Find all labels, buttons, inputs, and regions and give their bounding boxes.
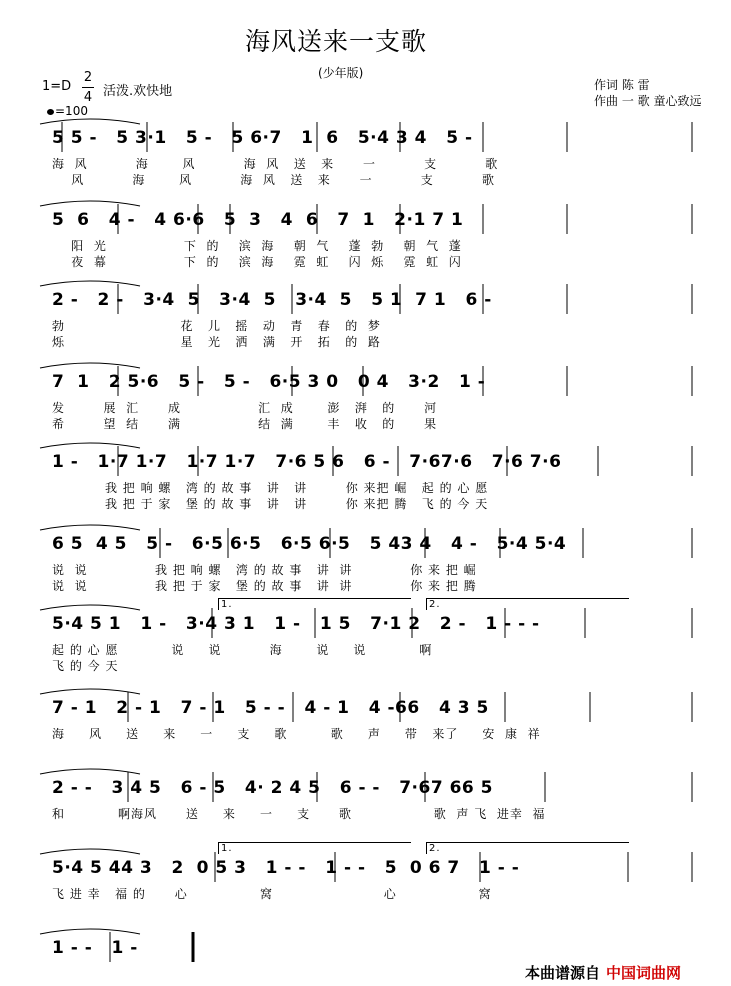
tempo-value: =100 (55, 104, 88, 118)
note-line: 2 - 2 - 3·4 5 3·4 5 3·4 5 5 1 7 1 6 - (52, 290, 492, 310)
lyric-line: 勃 花 儿 摇 动 青 春 的 梦 (52, 319, 381, 333)
lyric-line: 海 风 海 风 海 风 送 来 一 支 歌 (52, 157, 499, 171)
lyricist-credit: 作词 陈 雷 (594, 78, 650, 92)
slur (40, 605, 140, 610)
note-line: 7 - 1 2 - 1 7 - 1 5 - - 4 - 1 4 -66 4 3 5 (52, 698, 489, 718)
volta-bracket: 1. (218, 598, 411, 610)
slur (40, 849, 140, 854)
footer-source: 本曲谱源自 (525, 964, 601, 982)
barlines (0, 280, 731, 320)
lyric-line: 风 海 风 海 风 送 来 一 支 歌 (52, 173, 495, 187)
lyric-line: 飞 的 今 天 (52, 659, 119, 673)
lyric-line: 说 说 我 把 于 家 堡 的 故 事 讲 讲 你 来 把 腾 (52, 579, 477, 593)
lyric-line: 海 风 送 来 一 支 歌 歌 声 带 来了 安 康 祥 (52, 727, 541, 741)
note-line: 1 - - 1 - (52, 938, 138, 958)
lyric-line: 夜 幕 下 的 滨 海 霓 虹 闪 烁 霓 虹 闪 (52, 255, 462, 269)
barlines (0, 524, 731, 564)
barlines (0, 442, 731, 482)
barlines (0, 118, 731, 158)
time-signature-bottom: 4 (83, 90, 93, 105)
slur (40, 119, 140, 124)
lyric-line: 飞 进 幸 福 的 心 窝 心 窝 (52, 887, 492, 901)
volta-bracket: 2. (426, 598, 629, 610)
lyric-line: 烁 星 光 洒 满 开 拓 的 路 (52, 335, 381, 349)
slur (40, 201, 140, 206)
barlines (0, 688, 731, 728)
slur (40, 525, 140, 530)
time-signature (82, 68, 94, 107)
tempo-marking: 活泼.欢快地 (103, 84, 173, 99)
quarter-note-icon (47, 109, 54, 115)
slur (40, 281, 140, 286)
barlines (0, 604, 731, 644)
slur (40, 363, 140, 368)
key-signature: 1=D (42, 79, 72, 94)
barlines (0, 768, 731, 808)
barlines (0, 848, 731, 888)
lyric-line: 说 说 我 把 响 螺 湾 的 故 事 讲 讲 你 来 把 崛 (52, 563, 477, 577)
barlines (0, 200, 731, 240)
note-line: 1 - 1·7 1·7 1·7 1·7 7·6 5 6 6 - 7·67·6 7·6 7·6 (52, 452, 562, 472)
volta-bracket: 2. (426, 842, 629, 854)
tempo-bpm (47, 104, 88, 118)
note-line: 5 5 - 5 3·1 5 - 5 6·7 1 6 5·4 3 4 5 - (52, 128, 473, 148)
slur (40, 689, 140, 694)
page-title: 海风送来一支歌 (245, 27, 428, 56)
slur (40, 769, 140, 774)
note-line: 5 6 4 - 4 6·6 5 3 4 6 7 1 2·1 7 1 (52, 210, 464, 230)
volta-bracket: 1. (218, 842, 411, 854)
page-subtitle: (少年版) (318, 66, 364, 80)
barlines (0, 362, 731, 402)
lyric-line: 和 啊海风 送 来 一 支 歌 歌 声 飞 进幸 福 (52, 807, 546, 821)
lyric-line: 我 把 于 家 堡 的 故 事 讲 讲 你 来把 腾 飞 的 今 天 (52, 497, 489, 511)
slur (40, 443, 140, 448)
lyric-line: 阳 光 下 的 滨 海 朝 气 蓬 勃 朝 气 蓬 (52, 239, 462, 253)
footer (525, 962, 681, 983)
lyric-line: 起 的 心 愿 说 说 海 说 说 啊 (52, 643, 433, 657)
composer-credit: 作曲 一 歌 童心致远 (594, 94, 702, 108)
note-line: 5·4 5 44 3 2 0 5 3 1 - - 1 - - 5 0 6 7 1 - - (52, 858, 520, 878)
lyric-line: 我 把 响 螺 湾 的 故 事 讲 讲 你 来把 崛 起 的 心 愿 (52, 481, 489, 495)
note-line: 5·4 5 1 1 - 3·4 3 1 1 - 1 5 7·1 2 2 - 1 - - - (52, 614, 540, 634)
note-line: 2 - - 3 4 5 6 - 5 4· 2 4 5 6 - - 7·67 66 5 (52, 778, 493, 798)
lyric-line: 发 展 汇 成 汇 成 澎 湃 的 河 (52, 401, 438, 415)
slur (40, 929, 140, 934)
footer-brand[interactable]: 中国词曲网 (606, 964, 682, 982)
note-line: 7 1 2 5·6 5 - 5 - 6·5 3 0 0 4 3·2 1 - (52, 372, 486, 392)
note-line: 6 5 4 5 5 - 6·5 6·5 6·5 6·5 5 43 4 4 - 5·4 5·4 (52, 534, 567, 554)
time-signature-top: 2 (83, 70, 93, 85)
lyric-line: 希 望 结 满 结 满 丰 收 的 果 (52, 417, 438, 431)
